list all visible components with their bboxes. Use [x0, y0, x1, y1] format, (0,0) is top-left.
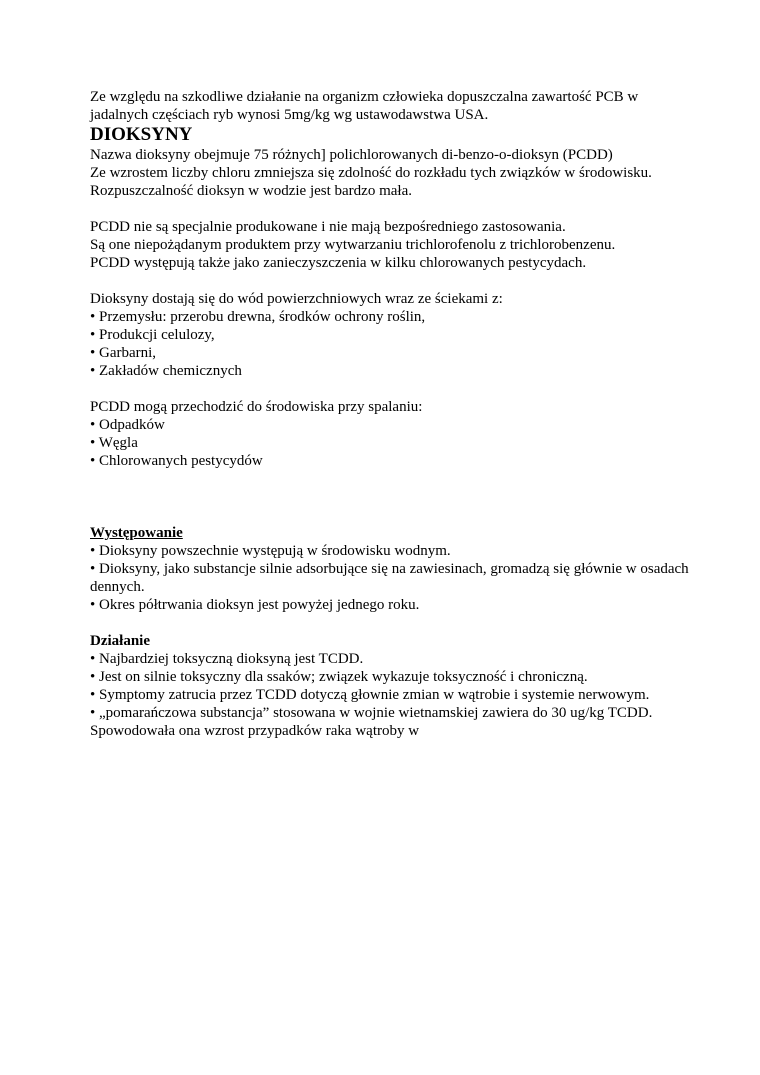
paragraph-combustion-sources [90, 398, 690, 470]
text-line: Ze wzrostem liczby chloru zmniejsza się zdolność do rozkładu tych związków w środowisku. [90, 165, 652, 181]
list-item: • Węgla [90, 435, 138, 451]
paragraph-definition [90, 146, 690, 200]
spacer [90, 488, 690, 524]
text-line: PCDD mogą przechodzić do środowiska przy spalaniu: [90, 399, 423, 415]
document-page [90, 88, 690, 758]
list-item: • Jest on silnie toksyczny dla ssaków; związek wykazuje toksyczność i chroniczną. [90, 669, 588, 685]
text-line: Dioksyny dostają się do wód powierzchniowych wraz ze ściekami z: [90, 291, 503, 307]
text-line: PCDD nie są specjalnie produkowane i nie mają bezpośredniego zastosowania. [90, 219, 566, 235]
list-item: • „pomarańczowa substancja” stosowana w wojnie wietnamskiej zawiera do 30 ug/kg TCDD. [90, 705, 653, 721]
text-line: PCDD występują także jako zanieczyszczenia w kilku chlorowanych pestycydach. [90, 255, 587, 271]
list-item: • Dioksyny powszechnie występują w środowisku wodnym. [90, 543, 451, 559]
list-item: • Produkcji celulozy, [90, 327, 215, 343]
list-item: • Okres półtrwania dioksyn jest powyżej jednego roku. [90, 597, 420, 613]
text-line: Spowodowała ona wzrost przypadków raka wątroby w [90, 723, 420, 739]
list-item: • Garbarni, [90, 345, 157, 361]
intro-paragraph: Ze względu na szkodliwe działanie na organizm człowieka dopuszczalna zawartość PCB w jadalnych częściach ryb wynosi 5mg/kg wg ustawodawstwa USA. [90, 89, 639, 123]
text-line: Są one niepożądanym produktem przy wytwarzaniu trichlorofenolu z trichlorobenzenu. [90, 237, 616, 253]
list-item: • Dioksyny, jako substancje silnie adsorbujące się na zawiesinach, gromadzą się głównie w osadach dennych. [90, 561, 689, 595]
list-item: • Odpadków [90, 417, 165, 433]
paragraph-sewage-sources [90, 290, 690, 380]
section-occurrence [90, 524, 690, 614]
list-item: • Najbardziej toksyczną dioksyną jest TCDD. [90, 651, 364, 667]
section-action [90, 632, 690, 740]
list-item: • Zakładów chemicznych [90, 363, 242, 379]
subheading-action: Działanie [90, 633, 150, 649]
list-item: • Przemysłu: przerobu drewna, środków ochrony roślin, [90, 309, 426, 325]
text-line: Nazwa dioksyny obejmuje 75 różnych] polichlorowanych di-benzo-o-dioksyn (PCDD) [90, 147, 613, 163]
subheading-occurrence: Występowanie [90, 525, 183, 541]
list-item: • Symptomy zatrucia przez TCDD dotyczą głownie zmian w wątrobie i systemie nerwowym. [90, 687, 650, 703]
list-item: • Chlorowanych pestycydów [90, 453, 263, 469]
paragraph-production [90, 218, 690, 272]
section-heading: DIOKSYNY [90, 124, 193, 145]
text-line: Rozpuszczalność dioksyn w wodzie jest bardzo mała. [90, 183, 412, 199]
